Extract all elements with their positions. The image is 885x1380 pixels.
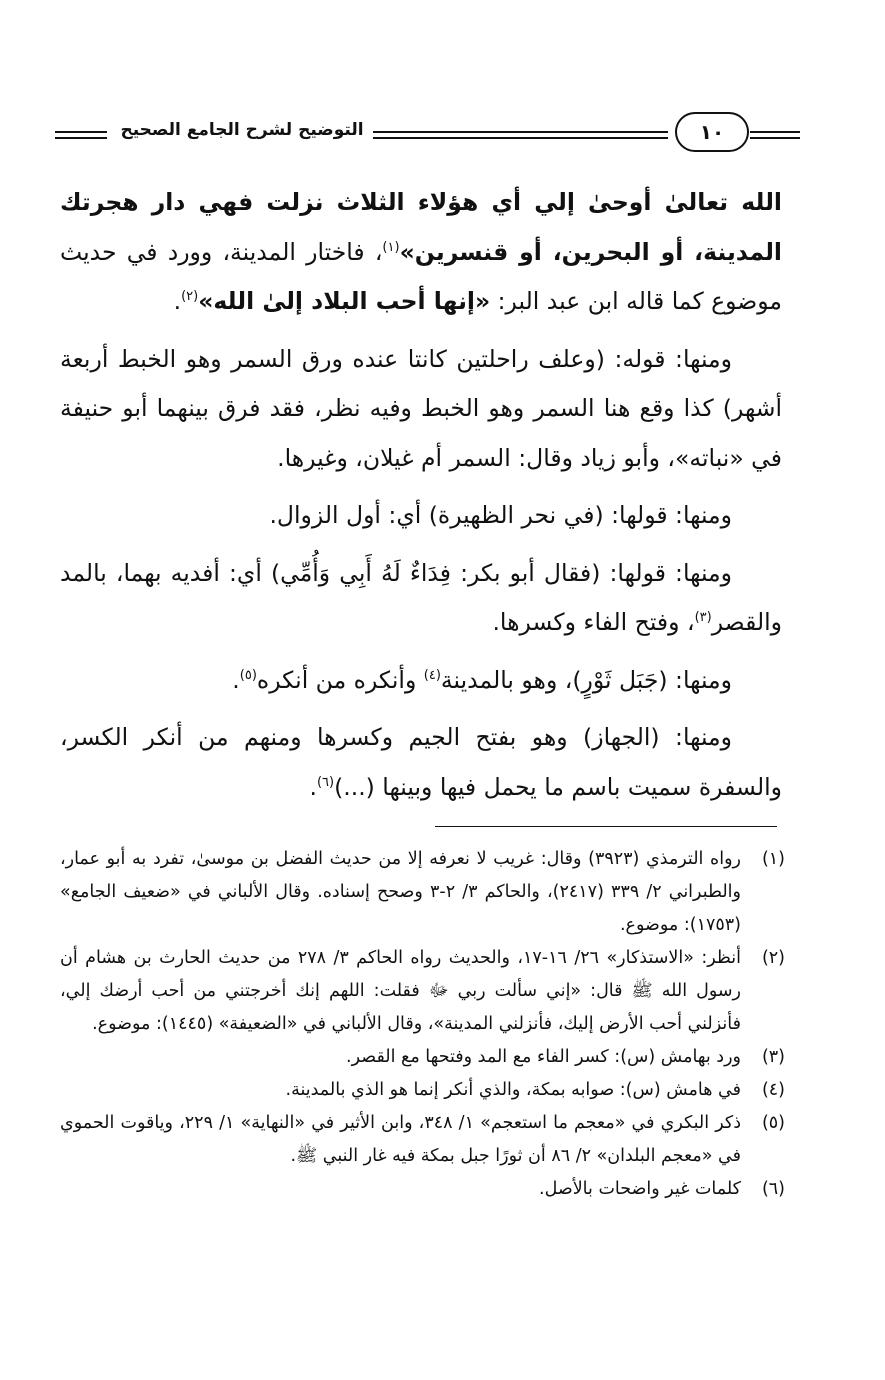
page-number: ١٠	[675, 112, 749, 152]
footnote	[60, 1107, 785, 1173]
text-run: ومنها: قولها: (في نحر الظهيرة) أي: أول الزوال.	[269, 501, 732, 529]
footnote	[60, 942, 785, 1041]
footnote-marker: (١)	[382, 239, 400, 255]
footnote	[60, 1173, 785, 1206]
paragraph	[60, 656, 782, 706]
text-run: .	[173, 287, 182, 315]
main-text	[60, 178, 782, 820]
text-run: ومنها: قولها: (فقال أبو بكر: فِدَاءٌ لَهُ أَبِي وَأُمِّي) أي: أفديه بهما، بالمد والقصر	[60, 558, 782, 636]
footnote	[60, 843, 785, 942]
text-run: ومنها: (جَبَل ثَوْرٍ)، وهو بالمدينة	[440, 665, 732, 694]
header-rule-left	[55, 131, 107, 139]
footnote-text: رواه الترمذي (٣٩٢٣) وقال: غريب لا نعرفه إلا من حديث الفضل بن موسىٰ، تفرد به أبو عمار، والطبراني ٢/ ٣٣٩ (٢٤١٧)، والحاكم ٣/ ٢-٣ وصحح إسناده. وقال الألباني في «ضعيف الجامع» (١٧٥٣): موضوع.	[60, 849, 741, 935]
page-header	[55, 118, 795, 156]
text-run: الله تعالىٰ أوحىٰ إلي أي هؤلاء الثلاث نزلت فهي دار هجرتك المدينة، أو البحرين، أو قنسرين»	[60, 188, 782, 266]
footnote-marker: (٤)	[423, 667, 441, 683]
paragraph	[60, 178, 782, 327]
footnotes	[60, 843, 785, 1206]
text-run: ، وفتح الفاء وكسرها.	[492, 608, 695, 636]
footnote-marker: (٣)	[694, 610, 712, 626]
footnote-number: (٥)	[761, 1113, 785, 1133]
footnote-text: في هامش (س): صوابه بمكة، والذي أنكر إنما هو الذي بالمدينة.	[285, 1080, 741, 1100]
footnote-text: ورد بهامش (س): كسر الفاء مع المد وفتحها مع القصر.	[346, 1047, 741, 1067]
header-rule-middle	[373, 131, 668, 139]
paragraph	[60, 713, 782, 812]
footnote-text: أنظر: «الاستذكار» ٢٦/ ١٦-١٧، والحديث رواه الحاكم ٣/ ٢٧٨ من حديث الحارث بن هشام أن رسول الله ﷺ قال: «إني سألت ربي ﷻ فقلت: اللهم إنك أخرجتني من أحب أرضك إلي، فأنزلني أحب الأرض إليك، فأنزلني المدينة»، وقال الألباني في «الضعيفة» (١٤٤٥): موضوع.	[60, 948, 741, 1034]
text-run: وأنكره من أنكره	[256, 665, 424, 694]
text-run: «إنها أحب البلاد إلىٰ الله»	[198, 287, 491, 315]
footnote-number: (٦)	[761, 1179, 785, 1199]
footnote	[60, 1074, 785, 1107]
footnote-marker: (٥)	[239, 667, 257, 683]
running-title: التوضيح لشرح الجامع الصحيح	[120, 120, 364, 140]
footnote-marker: (٦)	[316, 774, 335, 790]
paragraph	[60, 549, 782, 648]
footnote-number: (٤)	[761, 1080, 785, 1100]
footnote-number: (٢)	[761, 948, 785, 968]
footnote-text: كلمات غير واضحات بالأصل.	[539, 1179, 741, 1199]
text-run: ومنها: قوله: (وعلف راحلتين كانتا عنده ورق السمر وهو الخبط أربعة أشهر) كذا وقع هنا السمر وهو الخبط وفيه نظر، فقد فرق بينهما أبو حنيفة في «نباته»، وأبو زياد وقال: السمر أم غيلان، وغيرها.	[60, 344, 782, 472]
text-run: ، فاختار المدينة، وورد في حديث موضوع كما قاله ابن عبد البر:	[60, 237, 782, 315]
footnote-number: (١)	[761, 849, 785, 869]
paragraph	[60, 335, 782, 484]
header-rule-right	[750, 131, 800, 139]
text-run: ومنها: (الجهاز) وهو بفتح الجيم وكسرها ومنهم من أنكر الكسر، والسفرة سميت باسم ما يحمل فيها وبينها (...)	[60, 723, 782, 801]
footnote-text: ذكر البكري في «معجم ما استعجم» ١/ ٣٤٨، وابن الأثير في «النهاية» ١/ ٢٢٩، وياقوت الحموي في «معجم البلدان» ٢/ ٨٦ أن ثورًا جبل بمكة فيه غار النبي ﷺ.	[60, 1113, 742, 1166]
text-run: .	[309, 772, 317, 801]
footnote	[60, 1041, 785, 1074]
paragraph	[60, 491, 782, 541]
footnote-separator	[435, 826, 777, 827]
footnote-number: (٣)	[761, 1047, 785, 1067]
text-run: .	[232, 665, 240, 694]
footnote-marker: (٢)	[181, 289, 199, 305]
